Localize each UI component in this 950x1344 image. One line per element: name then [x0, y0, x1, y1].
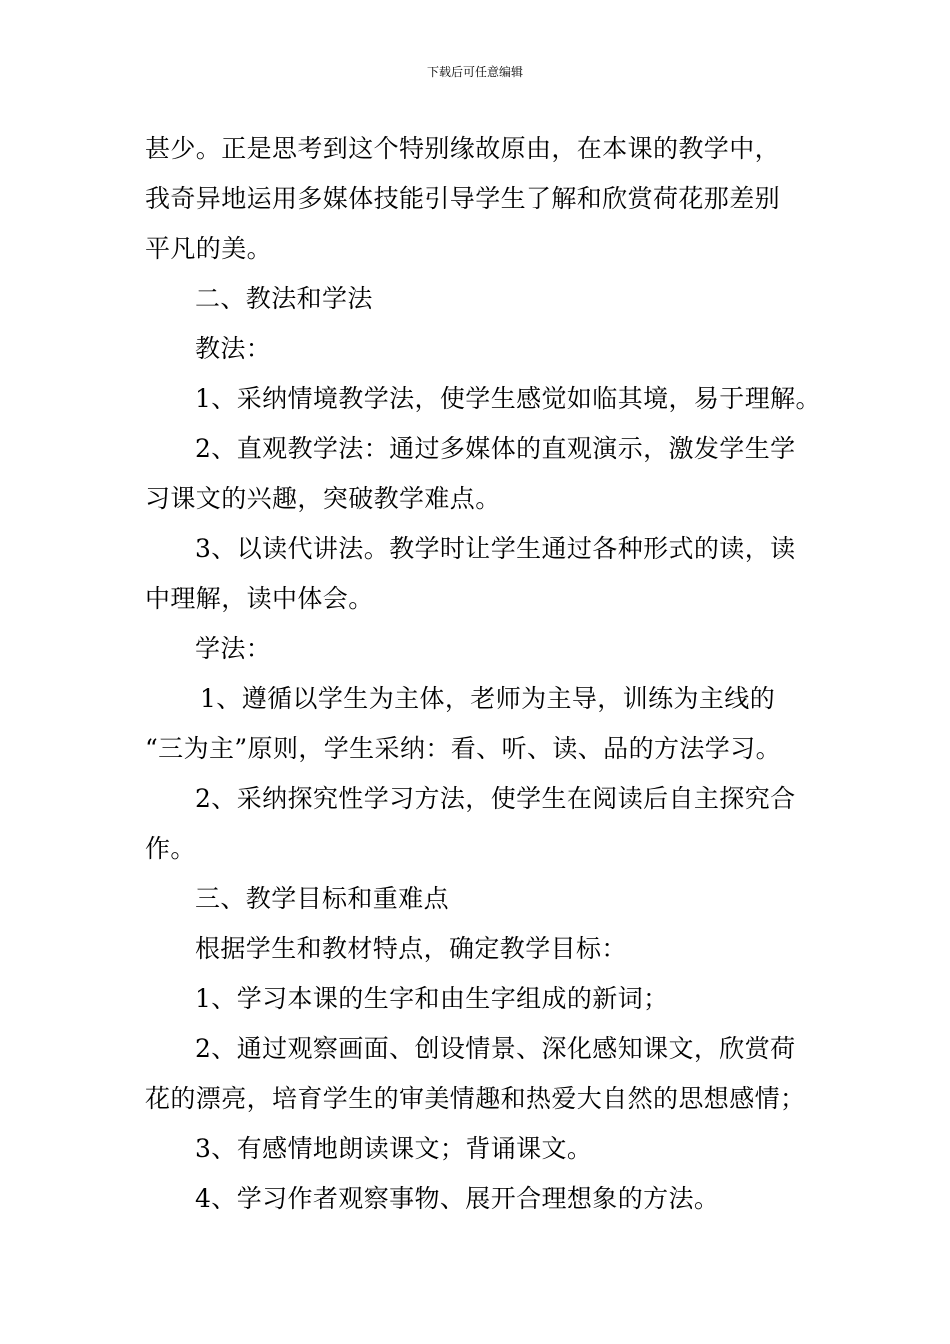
list-item: 2、通过观察画面、创设情景、深化感知课文，欣赏荷: [195, 1034, 796, 1063]
list-item-continuation: 中理解，读中体会。: [145, 584, 374, 613]
section-heading: 三、教学目标和重难点: [195, 884, 450, 913]
list-item-continuation: 作。: [145, 834, 196, 863]
document-body: [145, 124, 821, 1224]
subsection-heading: 学法：: [195, 634, 272, 663]
subsection-heading: 教法：: [195, 334, 272, 363]
list-item: 4、学习作者观察事物、展开合理想象的方法。: [195, 1184, 720, 1213]
list-item-continuation: 花的漂亮，培育学生的审美情趣和热爱大自然的思想感情；: [145, 1084, 806, 1113]
paragraph-line: 平凡的美。: [145, 234, 273, 263]
list-item: 1、学习本课的生字和由生字组成的新词；: [195, 984, 669, 1013]
paragraph-line: 根据学生和教材特点，确定教学目标：: [195, 934, 627, 963]
list-item: 1、遵循以学生为主体，老师为主导，训练为主线的: [200, 684, 776, 713]
list-item-continuation: “三为主”原则，学生采纳：看、听、读、品的方法学习。: [145, 734, 781, 763]
page-header: 下载后可任意编辑: [426, 65, 523, 79]
paragraph-line: 我奇异地运用多媒体技能引导学生了解和欣赏荷花那差别: [145, 184, 781, 213]
list-item: 1、采纳情境教学法，使学生感觉如临其境，易于理解。: [195, 384, 821, 413]
list-item: 3、有感情地朗读课文；背诵课文。: [195, 1134, 593, 1163]
list-item: 3、以读代讲法。教学时让学生通过各种形式的读，读: [195, 534, 796, 563]
section-heading: 二、教法和学法: [195, 284, 373, 313]
list-item: 2、采纳探究性学习方法，使学生在阅读后自主探究合: [195, 784, 796, 813]
list-item: 2、直观教学法：通过多媒体的直观演示，激发学生学: [195, 434, 796, 463]
paragraph-line: 甚少。正是思考到这个特别缘故原由，在本课的教学中，: [145, 134, 781, 163]
list-item-continuation: 习课文的兴趣，突破教学难点。: [145, 484, 501, 513]
